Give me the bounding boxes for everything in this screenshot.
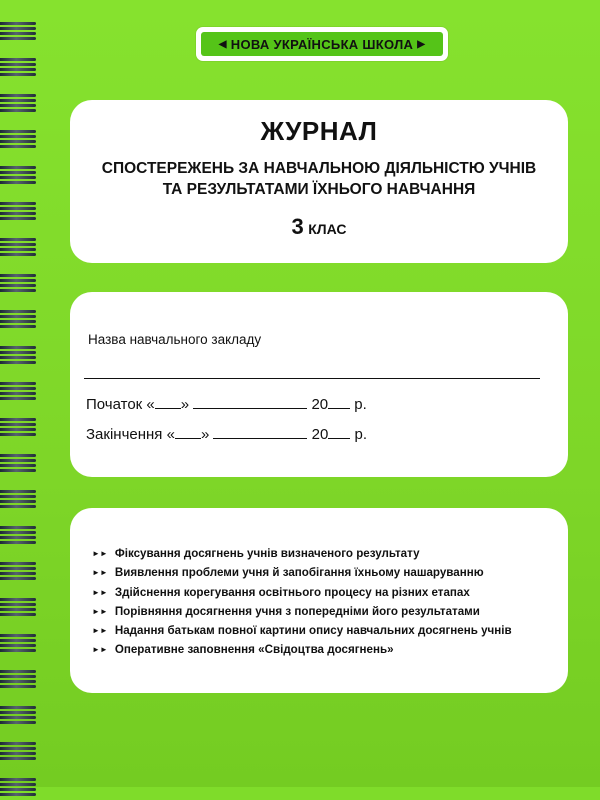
spiral-coil bbox=[0, 778, 36, 800]
grade-word: КЛАС bbox=[308, 221, 347, 237]
spiral-wire bbox=[0, 778, 36, 781]
spiral-wire bbox=[0, 217, 36, 220]
feature-text: Фіксування досягнень учнів визначеного результату bbox=[114, 547, 420, 560]
feature-text: Порівняння досягнення учня з попередніми його результатами bbox=[114, 604, 480, 618]
list-item bbox=[92, 544, 512, 563]
journal-subtitle bbox=[70, 158, 568, 200]
journal-title: ЖУРНАЛ bbox=[260, 116, 378, 146]
list-item bbox=[92, 602, 512, 621]
spiral-coil bbox=[0, 454, 36, 476]
spiral-wire bbox=[0, 495, 36, 498]
double-arrow-icon: ►► bbox=[92, 549, 108, 558]
spiral-wire bbox=[0, 387, 36, 390]
spiral-wire bbox=[0, 572, 36, 575]
spiral-wire bbox=[0, 109, 36, 112]
spiral-wire bbox=[0, 526, 36, 529]
spiral-wire bbox=[0, 783, 36, 786]
spiral-wire bbox=[0, 757, 36, 760]
series-name: НОВА УКРАЇНСЬКА ШКОЛА bbox=[230, 36, 414, 52]
spiral-coil bbox=[0, 742, 36, 764]
spiral-wire bbox=[0, 500, 36, 503]
spiral-wire bbox=[0, 788, 36, 791]
features-card bbox=[70, 508, 568, 693]
spiral-wire bbox=[0, 490, 36, 493]
spiral-wire bbox=[0, 531, 36, 534]
spiral-wire bbox=[0, 361, 36, 364]
spiral-wire bbox=[0, 675, 36, 678]
series-badge-inner bbox=[201, 32, 443, 56]
spiral-coil bbox=[0, 94, 36, 116]
spiral-wire bbox=[0, 279, 36, 282]
spiral-wire bbox=[0, 68, 36, 71]
spiral-wire bbox=[0, 135, 36, 138]
spiral-wire bbox=[0, 608, 36, 611]
spiral-coil bbox=[0, 58, 36, 80]
spiral-wire bbox=[0, 464, 36, 467]
spiral-wire bbox=[0, 649, 36, 652]
grade-label bbox=[70, 214, 568, 240]
spiral-wire bbox=[0, 351, 36, 354]
start-label: Початок « bbox=[86, 396, 155, 413]
end-quote-close: » bbox=[200, 426, 210, 443]
spiral-wire bbox=[0, 418, 36, 421]
spiral-wire bbox=[0, 73, 36, 76]
spiral-wire bbox=[0, 315, 36, 318]
spiral-wire bbox=[0, 793, 36, 796]
spiral-wire bbox=[0, 238, 36, 241]
spiral-wire bbox=[0, 711, 36, 714]
list-item bbox=[92, 621, 512, 640]
double-arrow-icon: ►► bbox=[92, 606, 108, 616]
spiral-coil bbox=[0, 670, 36, 692]
spiral-wire bbox=[0, 644, 36, 647]
title-card bbox=[70, 100, 568, 263]
spiral-wire bbox=[0, 253, 36, 256]
spiral-wire bbox=[0, 284, 36, 287]
start-year-prefix: 20 bbox=[311, 396, 329, 413]
spiral-wire bbox=[0, 562, 36, 565]
spiral-wire bbox=[0, 685, 36, 688]
feature-text: Надання батькам повної картини опису навчальних досягнень учнів bbox=[114, 624, 512, 638]
spiral-wire bbox=[0, 397, 36, 400]
start-day-blank[interactable] bbox=[155, 396, 181, 409]
spiral-wire bbox=[0, 634, 36, 637]
info-form-card bbox=[70, 292, 568, 477]
spiral-wire bbox=[0, 289, 36, 292]
spiral-wire bbox=[0, 58, 36, 61]
spiral-wire bbox=[0, 320, 36, 323]
school-name-line[interactable] bbox=[84, 378, 540, 379]
spiral-coil bbox=[0, 490, 36, 512]
list-item bbox=[92, 583, 512, 602]
spiral-coil bbox=[0, 130, 36, 152]
spiral-coil bbox=[0, 166, 36, 188]
spiral-wire bbox=[0, 22, 36, 25]
spiral-wire bbox=[0, 670, 36, 673]
start-date-row bbox=[86, 396, 367, 413]
spiral-coil bbox=[0, 418, 36, 440]
left-arrow-icon: ◀ bbox=[218, 38, 227, 50]
spiral-wire bbox=[0, 752, 36, 755]
spiral-coil bbox=[0, 526, 36, 548]
spiral-wire bbox=[0, 140, 36, 143]
subtitle-line-2: ТА РЕЗУЛЬТАТАМИ ЇХНЬОГО НАВЧАННЯ bbox=[162, 181, 476, 198]
spiral-wire bbox=[0, 37, 36, 40]
spiral-wire bbox=[0, 536, 36, 539]
feature-text: Здійснення корегування освітнього процесу на різних етапах bbox=[114, 585, 470, 599]
spiral-coil bbox=[0, 634, 36, 656]
spiral-wire bbox=[0, 346, 36, 349]
spiral-wire bbox=[0, 130, 36, 133]
spiral-coil bbox=[0, 202, 36, 224]
start-year-blank[interactable] bbox=[328, 396, 350, 409]
feature-text: Виявлення проблеми учня й запобігання їхньому нашаруванню bbox=[114, 566, 484, 580]
spiral-wire bbox=[0, 613, 36, 616]
features-list bbox=[92, 544, 512, 660]
spiral-coil bbox=[0, 706, 36, 728]
spiral-wire bbox=[0, 274, 36, 277]
spiral-wire bbox=[0, 742, 36, 745]
end-day-blank[interactable] bbox=[175, 426, 201, 439]
double-arrow-icon: ►► bbox=[92, 626, 108, 636]
list-item bbox=[92, 640, 512, 659]
spiral-wire bbox=[0, 382, 36, 385]
spiral-wire bbox=[0, 598, 36, 601]
grade-number: 3 bbox=[291, 214, 304, 239]
spiral-wire bbox=[0, 181, 36, 184]
spiral-wire bbox=[0, 639, 36, 642]
start-quote-close: » bbox=[180, 396, 190, 413]
spiral-wire bbox=[0, 423, 36, 426]
spiral-wire bbox=[0, 603, 36, 606]
spiral-wire bbox=[0, 171, 36, 174]
spiral-coil bbox=[0, 346, 36, 368]
spiral-wire bbox=[0, 454, 36, 457]
spiral-wire bbox=[0, 325, 36, 328]
end-suffix: р. bbox=[354, 426, 368, 443]
spiral-wire bbox=[0, 104, 36, 107]
spiral-wire bbox=[0, 747, 36, 750]
spiral-wire bbox=[0, 202, 36, 205]
list-item bbox=[92, 563, 512, 582]
spiral-wire bbox=[0, 32, 36, 35]
spiral-wire bbox=[0, 99, 36, 102]
spiral-wire bbox=[0, 541, 36, 544]
spiral-coil bbox=[0, 274, 36, 296]
end-month-blank[interactable] bbox=[213, 426, 307, 439]
spiral-wire bbox=[0, 567, 36, 570]
spiral-wire bbox=[0, 310, 36, 313]
spiral-coil bbox=[0, 238, 36, 260]
spiral-wire bbox=[0, 145, 36, 148]
school-name-label: Назва навчального закладу bbox=[88, 332, 262, 347]
spiral-wire bbox=[0, 505, 36, 508]
spiral-wire bbox=[0, 392, 36, 395]
start-month-blank[interactable] bbox=[193, 396, 307, 409]
spiral-wire bbox=[0, 243, 36, 246]
spiral-wire bbox=[0, 716, 36, 719]
double-arrow-icon: ►► bbox=[92, 645, 108, 655]
spiral-wire bbox=[0, 176, 36, 179]
spiral-wire bbox=[0, 248, 36, 251]
spiral-wire bbox=[0, 680, 36, 683]
end-year-prefix: 20 bbox=[311, 426, 329, 443]
right-arrow-icon: ▶ bbox=[417, 38, 426, 50]
start-suffix: р. bbox=[354, 396, 367, 413]
end-label: Закінчення « bbox=[86, 426, 175, 443]
spiral-wire bbox=[0, 706, 36, 709]
end-date-row bbox=[86, 426, 367, 443]
spiral-coil bbox=[0, 310, 36, 332]
spiral-wire bbox=[0, 459, 36, 462]
spiral-wire bbox=[0, 356, 36, 359]
series-badge bbox=[196, 27, 448, 61]
spiral-coil bbox=[0, 22, 36, 44]
spiral-wire bbox=[0, 577, 36, 580]
spiral-wire bbox=[0, 63, 36, 66]
spiral-wire bbox=[0, 721, 36, 724]
spiral-wire bbox=[0, 428, 36, 431]
double-arrow-icon: ►► bbox=[92, 568, 108, 578]
feature-text: Оперативне заповнення «Свідоцтва досягнень» bbox=[114, 643, 394, 657]
spiral-wire bbox=[0, 469, 36, 472]
end-year-blank[interactable] bbox=[328, 426, 350, 439]
subtitle-line-1: СПОСТЕРЕЖЕНЬ ЗА НАВЧАЛЬНОЮ ДІЯЛЬНІСТЮ УЧНІВ bbox=[101, 160, 537, 177]
spiral-wire bbox=[0, 166, 36, 169]
double-arrow-icon: ►► bbox=[92, 587, 108, 597]
spiral-coil bbox=[0, 598, 36, 620]
spiral-coil bbox=[0, 382, 36, 404]
spiral-wire bbox=[0, 433, 36, 436]
spiral-wire bbox=[0, 94, 36, 97]
spiral-wire bbox=[0, 27, 36, 30]
spiral-coil bbox=[0, 562, 36, 584]
spiral-wire bbox=[0, 207, 36, 210]
spiral-binding bbox=[0, 0, 40, 787]
spiral-wire bbox=[0, 212, 36, 215]
